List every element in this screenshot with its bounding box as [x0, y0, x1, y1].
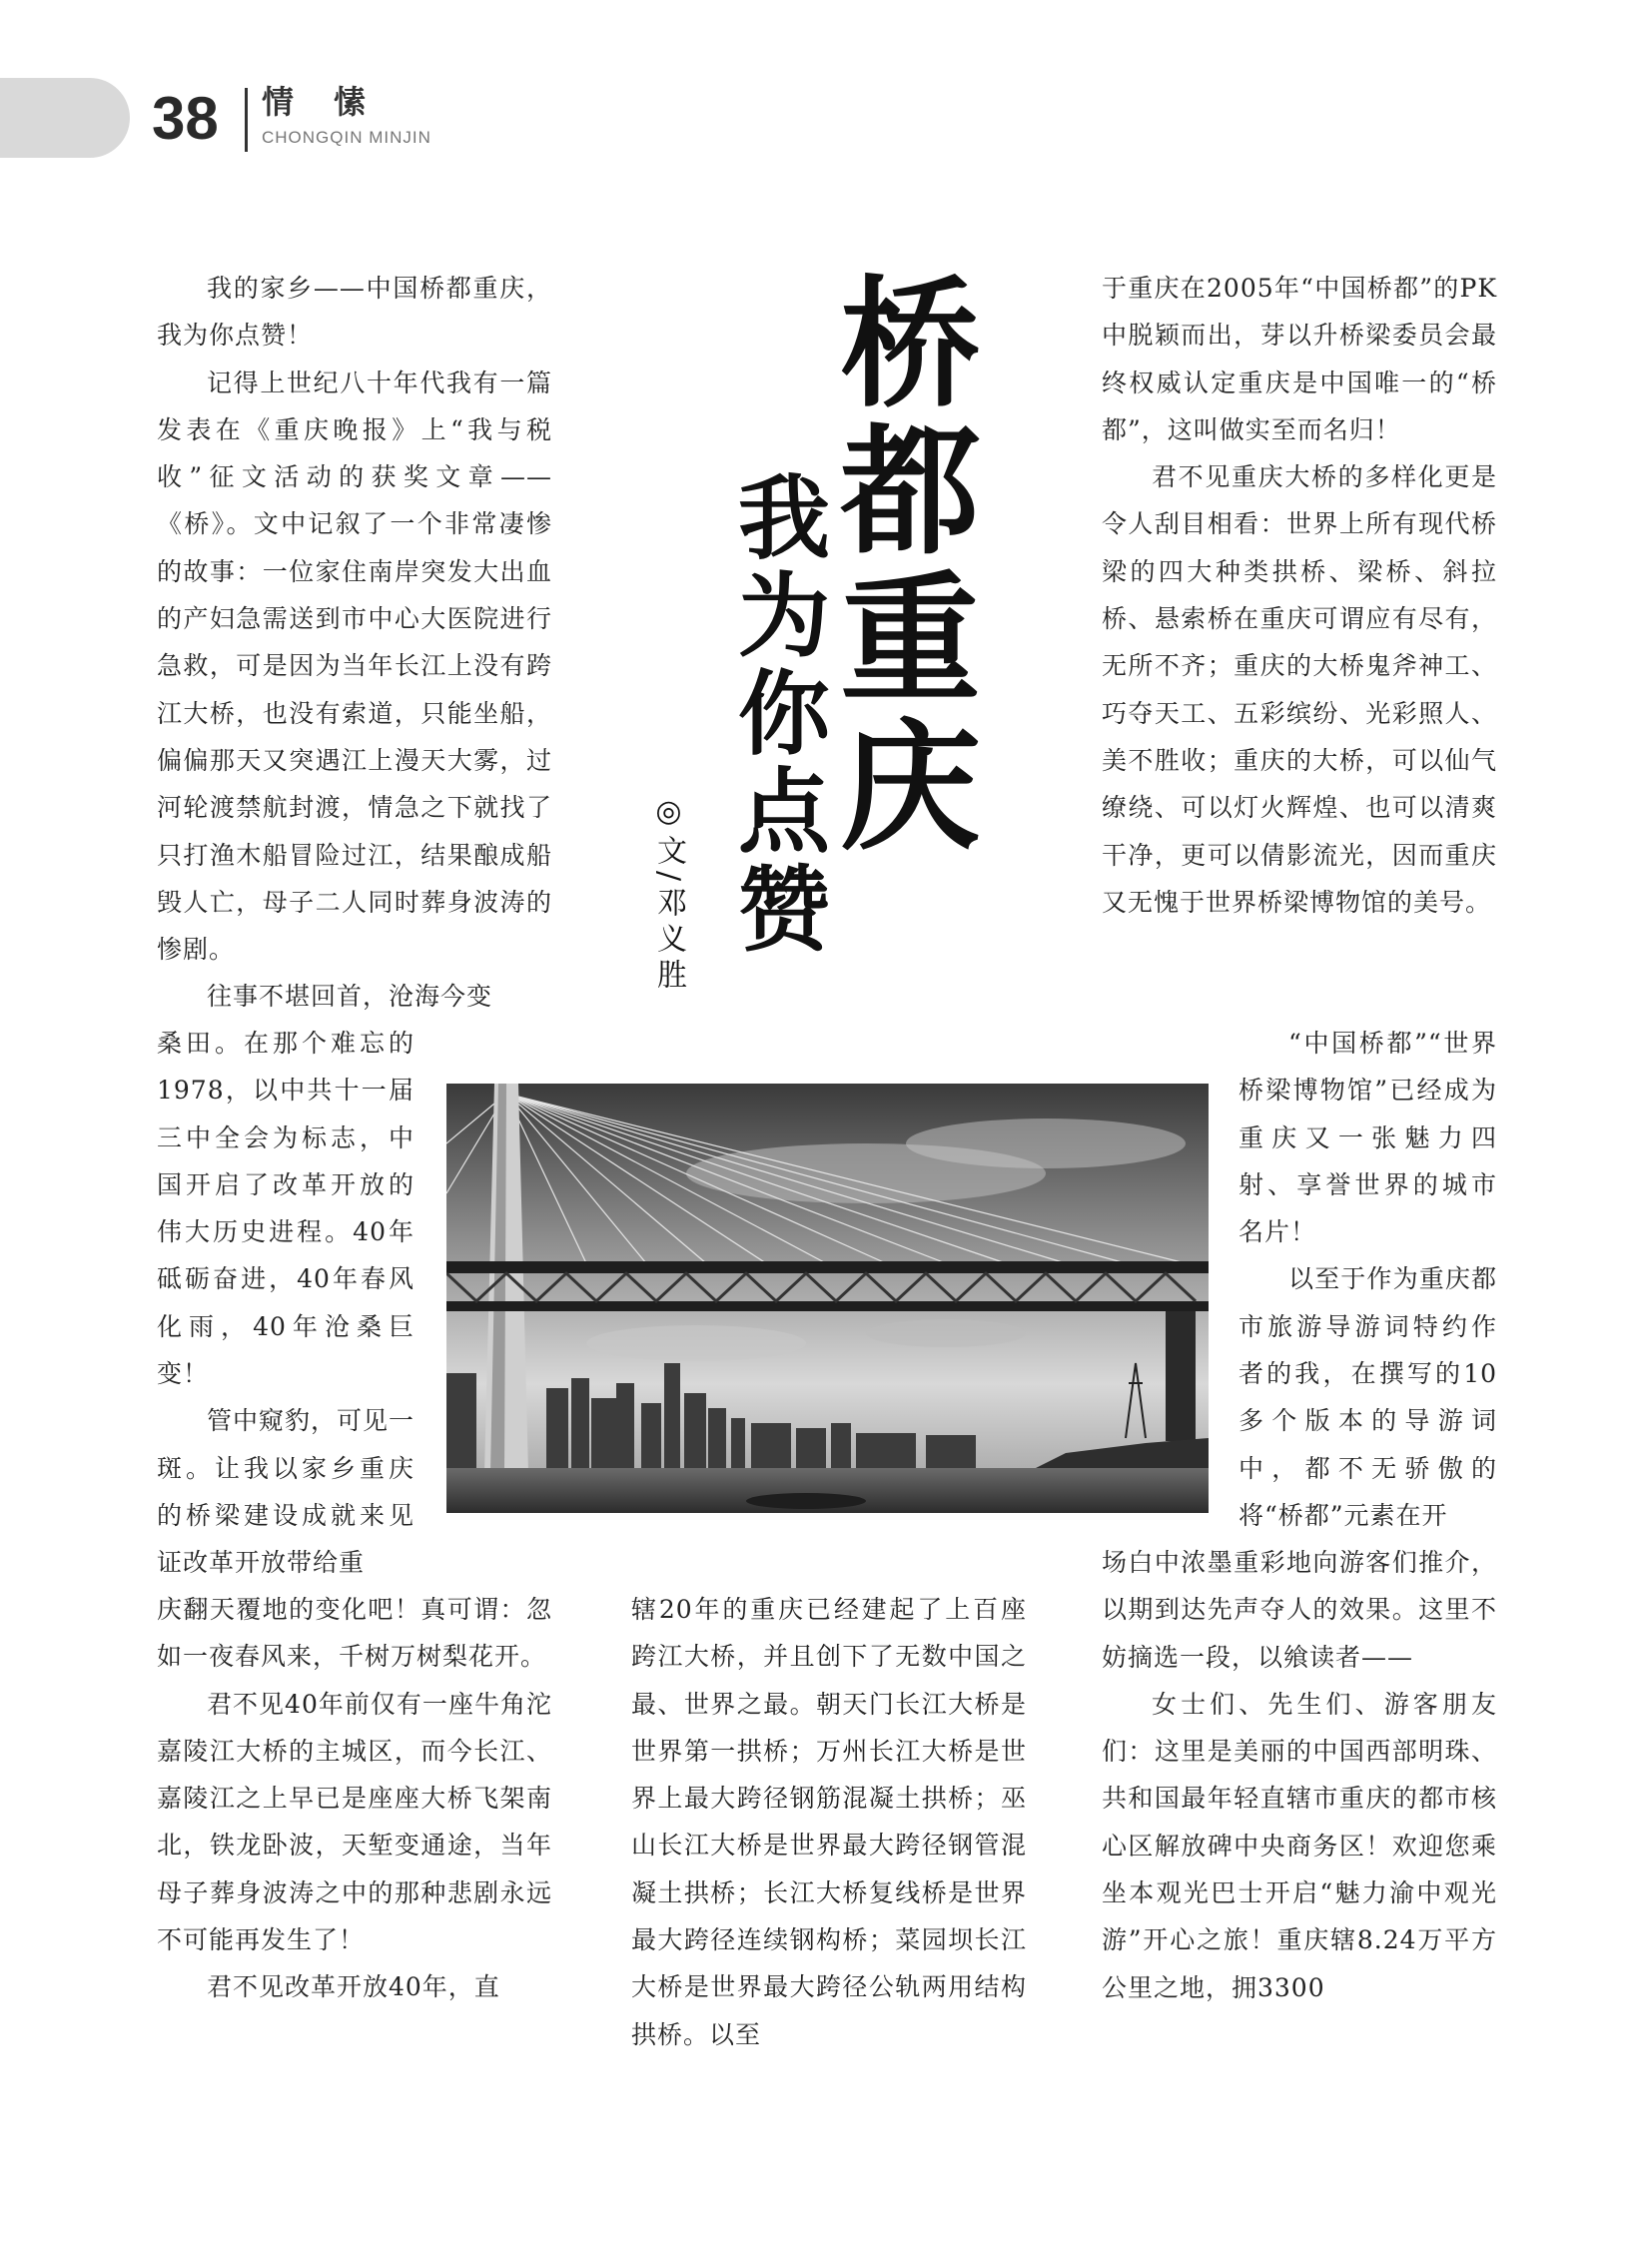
paragraph: 君不见40年前仅有一座牛角沱嘉陵江大桥的主城区，而今长江、嘉陵江之上早已是座座大桥飞架南北，铁龙卧波，天堑变通途，当年母子葬身波涛之中的那种悲剧永远不可能再发生了！ [157, 1689, 552, 1955]
section-title: 情愫 [262, 83, 407, 121]
paragraph: 往事不堪回首，沧海今变 [207, 982, 493, 1012]
middle-column-bottom [631, 1586, 1027, 2058]
right-column-top [1102, 265, 1497, 926]
paragraph: “中国桥都”“世界桥梁博物馆”已经成为重庆又一张魅力四射、享誉世界的城市名片！ [1239, 1029, 1497, 1247]
paragraph: 我的家乡——中国桥都重庆，我为你点赞！ [157, 274, 552, 351]
author-byline: ◎文/邓义胜 [651, 794, 686, 996]
page-number: 38 [152, 85, 219, 152]
bridge-photo-icon [446, 1084, 1209, 1513]
paragraph: 君不见重庆大桥的多样化更是令人刮目相看：世界上所有现代桥梁的四大种类拱桥、梁桥、斜拉桥、悬索桥在重庆可谓应有尽有，无所不齐；重庆的大桥鬼斧神工、巧夺天工、五彩缤纷、光彩照人、美不胜收；重庆的大桥，可以仙气缭绕、可以灯火辉煌、也可以清爽干净，更可以倩影流光，因而重庆又无愧于世界桥梁博物馆的美号。 [1102, 462, 1497, 917]
right-column-narrow [1239, 1020, 1497, 1539]
paragraph: 记得上世纪八十年代我有一篇发表在《重庆晚报》上“我与税收”征文活动的获奖文章——《桥》。文中记叙了一个非常凄惨的故事：一位家住南岸突发大出血的产妇急需送到市中心大医院进行急救，可是因为当年长江上没有跨江大桥，也没有索道，只能坐船，偏偏那天又突遇江上漫天大雾，过河轮渡禁航封渡，情急之下就找了只打渔木船冒险过江，结果酿成船毁人亡，母子二人同时葬身波涛的惨剧。 [157, 368, 552, 965]
section-subtitle: CHONGQIN MINJIN [262, 128, 431, 147]
page-tab-decoration [0, 78, 130, 158]
left-column-narrow [157, 1020, 414, 1587]
paragraph: 以至于作为重庆都市旅游导游词特约作者的我，在撰写的10多个版本的导游词中，都不无骄傲的将“桥都”元素在开 [1239, 1264, 1497, 1530]
paragraph: 辖20年的重庆已经建起了上百座跨江大桥，并且创下了无数中国之最、世界之最。朝天门长江大桥是世界第一拱桥；万州长江大桥是世界上最大跨径钢筋混凝土拱桥；巫山长江大桥是世界最大跨径钢管混凝土拱桥；长江大桥复线桥是世界最大跨径连续钢构桥；菜园坝长江大桥是世界最大跨径公轨两用结构拱桥。以至 [631, 1595, 1027, 2049]
header-divider [245, 88, 248, 152]
paragraph: 于重庆在2005年“中国桥都”的PK中脱颖而出，芽以升桥梁委员会最终权威认定重庆是中国唯一的“桥都”，这叫做实至而名归！ [1102, 274, 1497, 444]
paragraph: 管中窥豹，可见一斑。让我以家乡重庆的桥梁建设成就来见证改革开放带给重 [157, 1406, 415, 1578]
paragraph: 桑田。在那个难忘的1978，以中共十一届三中全会为标志，中国开启了改革开放的伟大历史进程。40年砥砺奋进，40年春风化雨，40年沧桑巨变！ [157, 1029, 414, 1389]
article-title: 桥都重庆 [817, 270, 981, 861]
paragraph: 场白中浓墨重彩地向游客们推介，以期到达先声夺人的效果。这里不妨摘选一段，以飨读者—— [1102, 1548, 1497, 1672]
right-column-bottom [1102, 1539, 1497, 2011]
paragraph: 庆翻天覆地的变化吧！真可谓：忽如一夜春风来，千树万树梨花开。 [157, 1595, 552, 1672]
paragraph: 女士们、先生们、游客朋友们：这里是美丽的中国西部明珠、共和国最年轻直辖市重庆的都市核心区解放碑中央商务区！欢迎您乘坐本观光巴士开启“魅力渝中观光游”开心之旅！重庆辖8.24万平方公里之地，拥3300 [1102, 1689, 1497, 2002]
article-subtitle: 我为你点赞 [723, 469, 831, 959]
left-column-bottom [157, 1586, 552, 2011]
left-column-top [157, 265, 552, 1021]
paragraph: 君不见改革开放40年，直 [207, 1972, 500, 2002]
